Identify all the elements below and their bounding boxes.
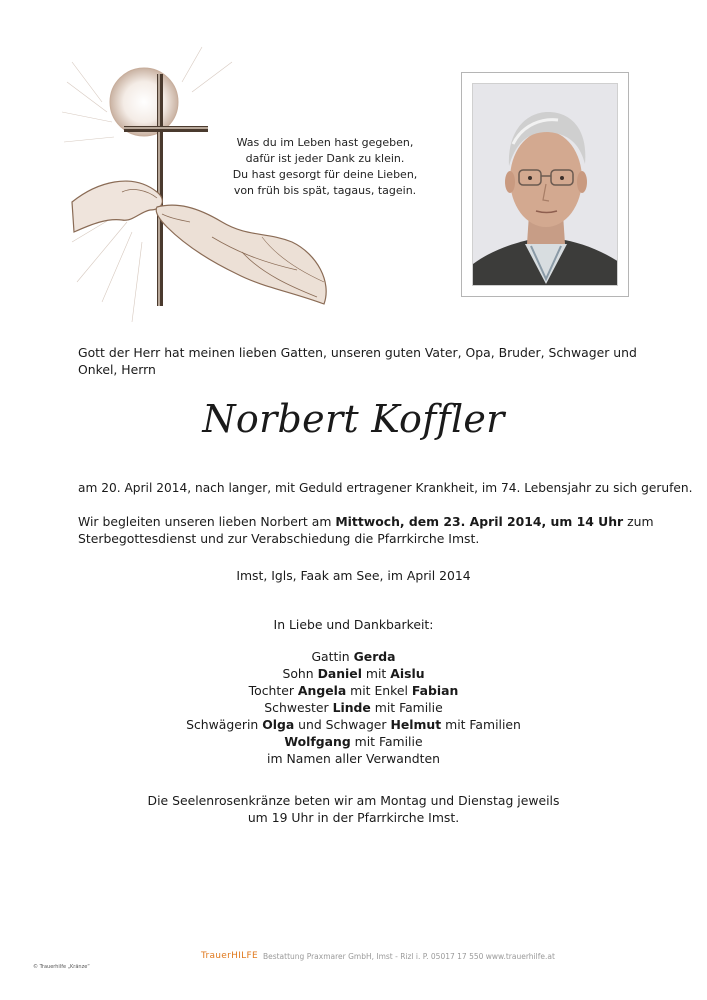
family-line-verwandte: im Namen aller Verwandten (267, 751, 440, 766)
footer (196, 949, 555, 963)
service-post: zum (627, 514, 654, 529)
portrait-icon (473, 84, 618, 286)
poem-line: von früh bis spät, tagaus, tagein. (233, 184, 417, 197)
dedication: In Liebe und Dankbarkeit: (273, 617, 434, 632)
family-line-wolfgang: Wolfgang mit Familie (284, 734, 423, 749)
death-notice: am 20. April 2014, nach langer, mit Geduld ertragener Krankheit, im 74. Lebensjahr zu sich gerufen. (78, 481, 693, 495)
rosary-notice (0, 792, 707, 826)
family-line-sohn: Sohn Daniel mit Aislu (282, 666, 425, 681)
family-line-tochter: Tochter Angela mit Enkel Fabian (248, 683, 459, 698)
footer-text: Bestattung Praxmarer GmbH, Imst - Rizl i. P. 05017 17 550 www.trauerhilfe.at (262, 951, 555, 961)
family-list (0, 648, 707, 767)
poem-line: dafür ist jeder Dank zu klein. (245, 152, 405, 165)
family-line-schwaegerin: Schwägerin Olga und Schwager Helmut mit Familien (186, 717, 521, 732)
poem (225, 135, 425, 199)
family-line-schwester: Schwester Linde mit Familie (264, 700, 443, 715)
rosary-line: Die Seelenrosenkränze beten wir am Montag und Dienstag jeweils (147, 793, 560, 808)
deceased-name: Norbert Koffler (202, 397, 505, 441)
poem-line: Du hast gesorgt für deine Lieben, (232, 168, 418, 181)
service-pre: Wir begleiten unseren lieben Norbert am (78, 514, 332, 529)
copyright: © Trauerhilfe „Kränze“ (33, 964, 90, 970)
portrait-frame (461, 72, 629, 297)
rosary-line: um 19 Uhr in der Pfarrkirche Imst. (247, 810, 460, 825)
intro-text: Gott der Herr hat meinen lieben Gatten, unseren guten Vater, Opa, Bruder, Schwager und Onkel, Herrn (78, 345, 637, 377)
service-line-1 (78, 513, 654, 530)
service-notice (78, 513, 654, 547)
service-line-2: Sterbegottesdienst und zur Verabschiedung die Pfarrkirche Imst. (78, 531, 480, 546)
service-date: Mittwoch, dem 23. April 2014, um 14 Uhr (335, 514, 624, 529)
family-line-gattin: Gattin Gerda (311, 649, 396, 664)
poem-line: Was du im Leben hast gegeben, (236, 136, 414, 149)
place-date: Imst, Igls, Faak am See, im April 2014 (236, 568, 471, 583)
brand-name: TrauerHILFE (201, 951, 258, 961)
portrait-photo (472, 83, 618, 286)
